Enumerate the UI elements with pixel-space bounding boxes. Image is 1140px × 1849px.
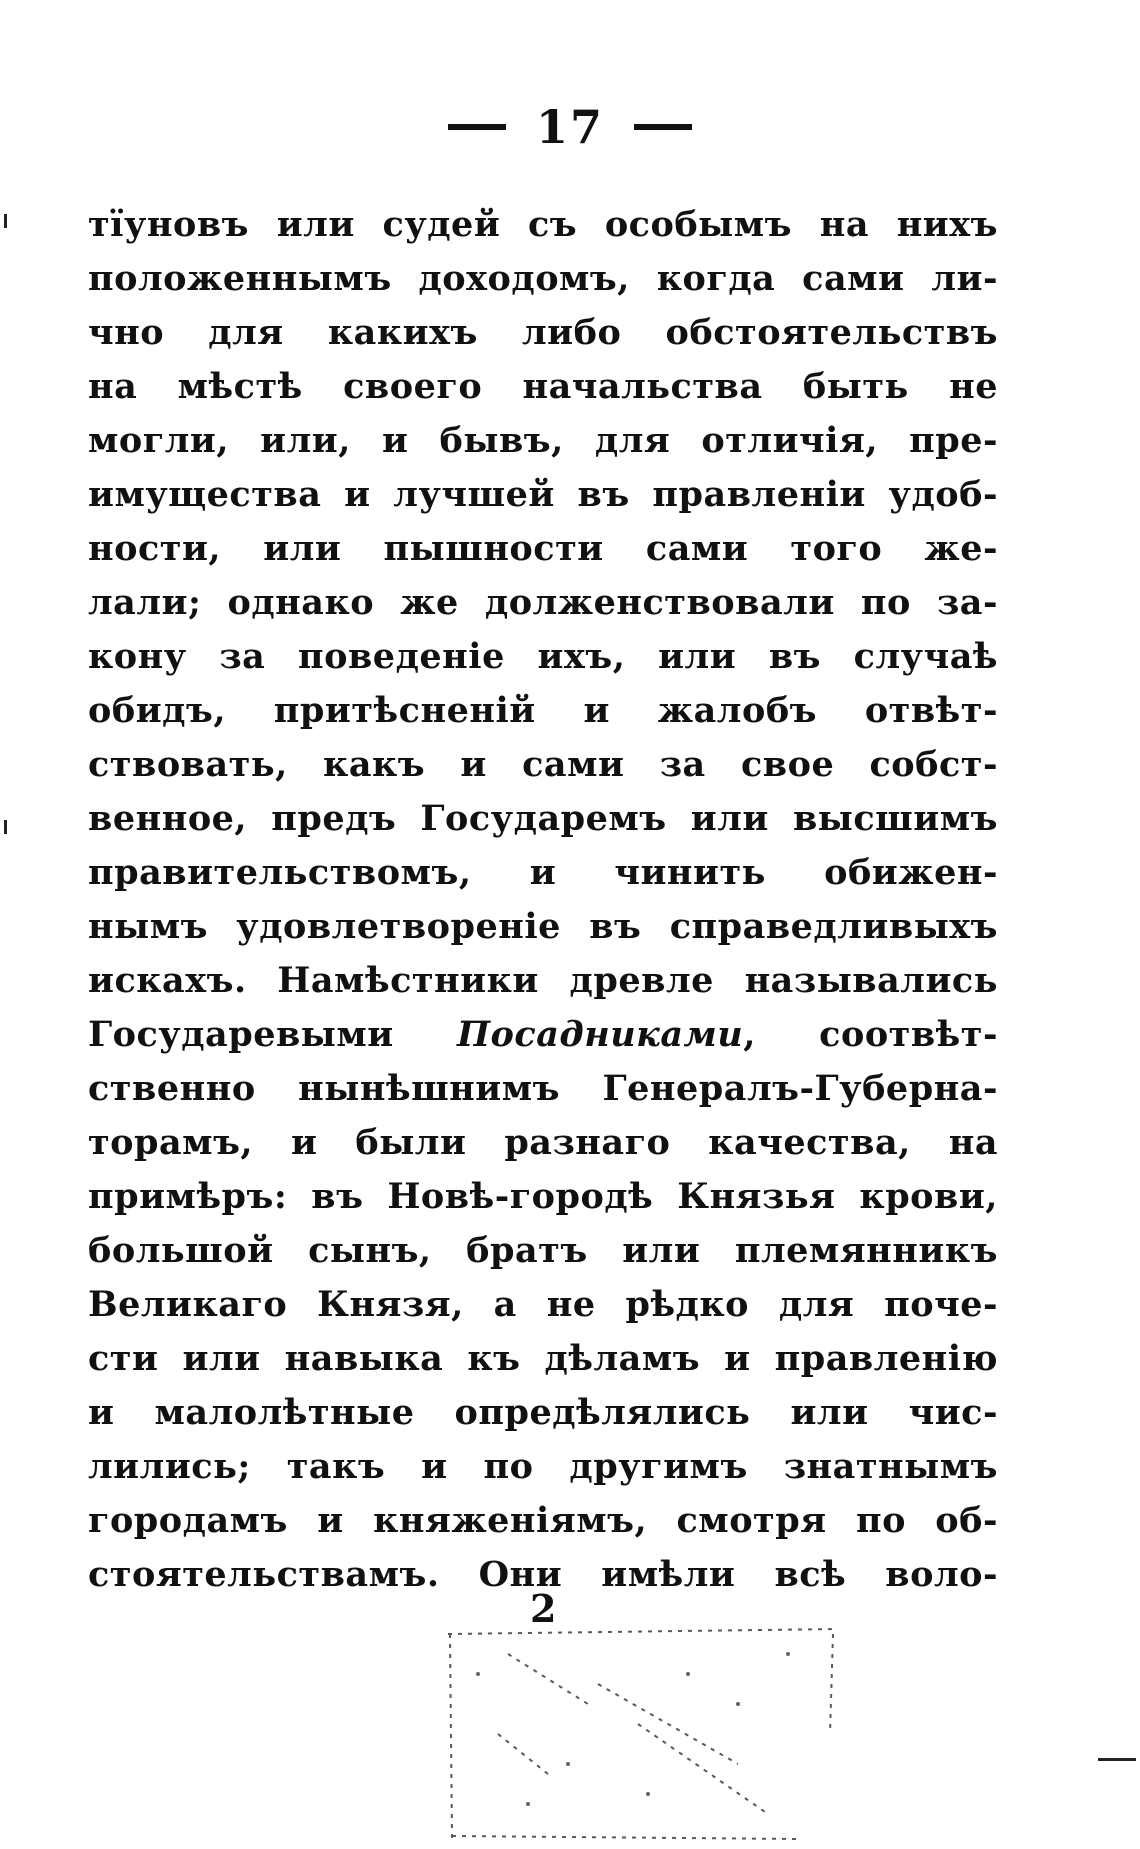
text-line: обидъ, притѣсненій и жалобъ отвѣт- (88, 690, 998, 731)
signature-mark: 2 (530, 1586, 557, 1631)
text-line-start: Государевыми (88, 1014, 394, 1055)
text-line: венное, предъ Государемъ или высшимъ (88, 798, 998, 839)
page-number: 17 (535, 100, 604, 154)
text-line-tail: , соотвѣт- (743, 1014, 998, 1055)
text-line: большой сынъ, братъ или племянникъ (88, 1230, 998, 1271)
text-line-italic (88, 1008, 998, 1062)
text-line: торамъ, и были разнаго качества, на (88, 1122, 998, 1163)
text-line: могли, или, и бывъ, для отличія, пре- (88, 420, 998, 461)
text-line: сти или навыка къ дѣламъ и правленію (88, 1338, 998, 1379)
text-line: имущества и лучшей въ правленіи удоб- (88, 474, 998, 515)
text-line: Великаго Князя, а не рѣдко для поче- (88, 1284, 998, 1325)
text-line: лали; однако же долженствовали по за- (88, 582, 998, 623)
text-line: и малолѣтные опредѣлялись или чис- (88, 1392, 998, 1433)
text-line: на мѣстѣ своего начальства быть не (88, 366, 998, 407)
margin-mark (1098, 1758, 1136, 1761)
text-line: ствовать, какъ и сами за свое собст- (88, 744, 998, 785)
text-line: кону за поведеніе ихъ, или въ случаѣ (88, 636, 998, 677)
text-line: тїуновъ или судей съ особымъ на нихъ (88, 204, 998, 245)
text-line: положеннымъ доходомъ, когда сами ли- (88, 258, 998, 299)
header-dash-left (448, 124, 506, 130)
page-header (0, 100, 1140, 154)
text-line: правительствомъ, и чинить обижен- (88, 852, 998, 893)
text-line: ственно нынѣшнимъ Генералъ-Губерна- (88, 1068, 998, 1109)
text-line: стоятельствамъ. Они имѣли всѣ воло- (88, 1554, 998, 1595)
text-line: ности, или пышности сами того же- (88, 528, 998, 569)
text-line: искахъ. Намѣстники древле назывались (88, 960, 998, 1001)
italic-word: Посадниками (456, 1014, 744, 1055)
library-stamp (438, 1614, 858, 1844)
header-dash-right (634, 124, 692, 130)
text-line: чно для какихъ либо обстоятельствъ (88, 312, 998, 353)
text-line: лились; такъ и по другимъ знатнымъ (88, 1446, 998, 1487)
margin-mark (4, 214, 7, 228)
text-line: примѣръ: въ Новѣ-городѣ Князья крови, (88, 1176, 998, 1217)
text-line: городамъ и княженіямъ, смотря по об- (88, 1500, 998, 1541)
body-text (88, 198, 998, 1602)
text-line: нымъ удовлетвореніе въ справедливыхъ (88, 906, 998, 947)
margin-mark (4, 820, 7, 834)
